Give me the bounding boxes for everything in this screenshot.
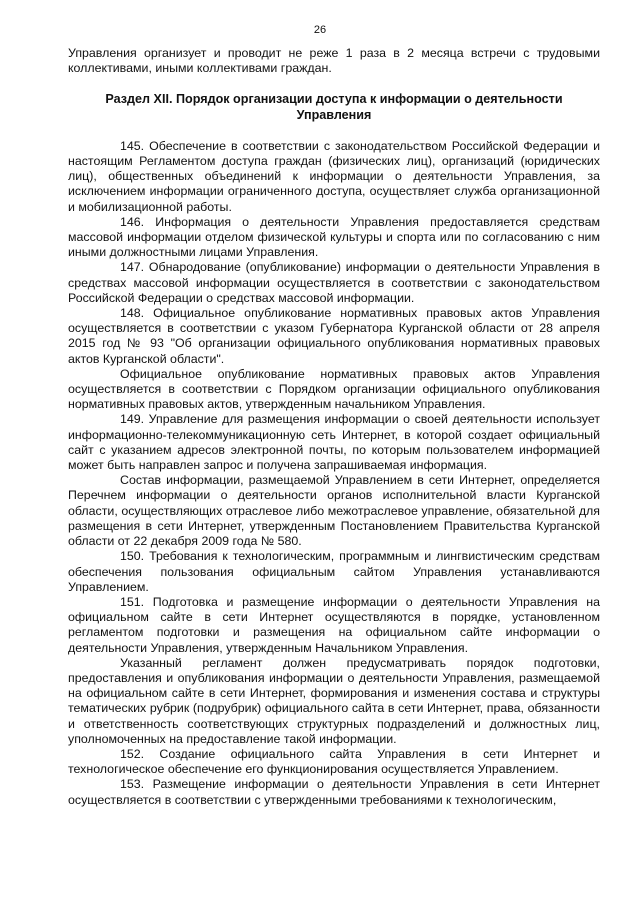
paragraph-149-continued: Состав информации, размещаемой Управлением в сети Интернет, определяется Перечнем информации о деятельности органов исполнительной власти Курганской области, осуществляющих отраслевое либо межотраслевое управление, обязательной для размещения в сети Интернет, утвержденным Постановлением Правительства Курганской области от 22 декабря 2009 года № 580.	[68, 473, 600, 549]
paragraph-147: 147. Обнародование (опубликование) информации о деятельности Управления в средствах массовой информации осуществляется в соответствии с законодательством Российской Федерации о средствах массовой информации.	[68, 260, 600, 305]
page-number: 26	[313, 24, 327, 36]
paragraph-149: 149. Управление для размещения информации о своей деятельности использует информационно-телекоммуникационную сеть Интернет, в которой создает официальный сайт с указанием адресов электронной почты, по которым пользователем информацией может быть направлен запрос и получена запрашиваемая информация.	[68, 412, 600, 473]
paragraph-150: 150. Требования к технологическим, программным и лингвистическим средствам обеспечения пользования официальным сайтом Управления устанавливаются Управлением.	[68, 549, 600, 594]
intro-paragraph: Управления организует и проводит не реже 1 раза в 2 месяца встречи с трудовыми коллективами, иными коллективами граждан.	[68, 46, 600, 76]
paragraph-151-continued: Указанный регламент должен предусматривать порядок подготовки, предоставления и опубликования информации о деятельности Управления, размещаемой на официальном сайте в сети Интернет, формирования и изменения состава и структуры тематических рубрик (подрубрик) официального сайта в сети Интернет, права, обязанности и ответственность соответствующих структурных подразделений и должностных лиц, уполномоченных на предоставление такой информации.	[68, 655, 600, 746]
paragraph-152: 152. Создание официального сайта Управления в сети Интернет и технологическое обеспечение его функционирования осуществляется Управлением.	[68, 746, 600, 777]
page-body	[68, 46, 600, 808]
paragraph-153: 153. Размещение информации о деятельности Управления в сети Интернет осуществляется в соответствии с утвержденными требованиями к технологическим,	[68, 777, 600, 807]
paragraph-151: 151. Подготовка и размещение информации о деятельности Управления на официальном сайте в сети Интернет осуществляются в порядке, установленном регламентом подготовки и размещения на официальном сайте информации о деятельности Управления, утвержденным Начальником Управления.	[68, 594, 600, 655]
paragraph-148-continued: Официальное опубликование нормативных правовых актов Управления осуществляется в соответствии с Порядком организации официального опубликования нормативных правовых актов, утвержденным начальником Управления.	[68, 366, 600, 412]
paragraph-148: 148. Официальное опубликование нормативных правовых актов Управления осуществляется в соответствии с указом Губернатора Курганской области от 28 апреля 2015 год № 93 "Об организации официального опубликования нормативных правовых актов Курганской области".	[68, 306, 600, 366]
section-title: Раздел XII. Порядок организации доступа к информации о деятельности Управления	[105, 92, 563, 122]
paragraph-146: 146. Информация о деятельности Управления предоставляется средствам массовой информации отделом физической культуры и спорта или по согласованию с ним иными должностными лицами Управления.	[68, 214, 600, 260]
paragraph-145: 145. Обеспечение в соответствии с законодательством Российской Федерации и настоящим Регламентом доступа граждан (физических лиц), организаций (юридических лиц), общественных объединений к информации о деятельности Управления, за исключением информации ограниченного доступа, осуществляет служба организационной и мобилизационной работы.	[68, 138, 600, 214]
